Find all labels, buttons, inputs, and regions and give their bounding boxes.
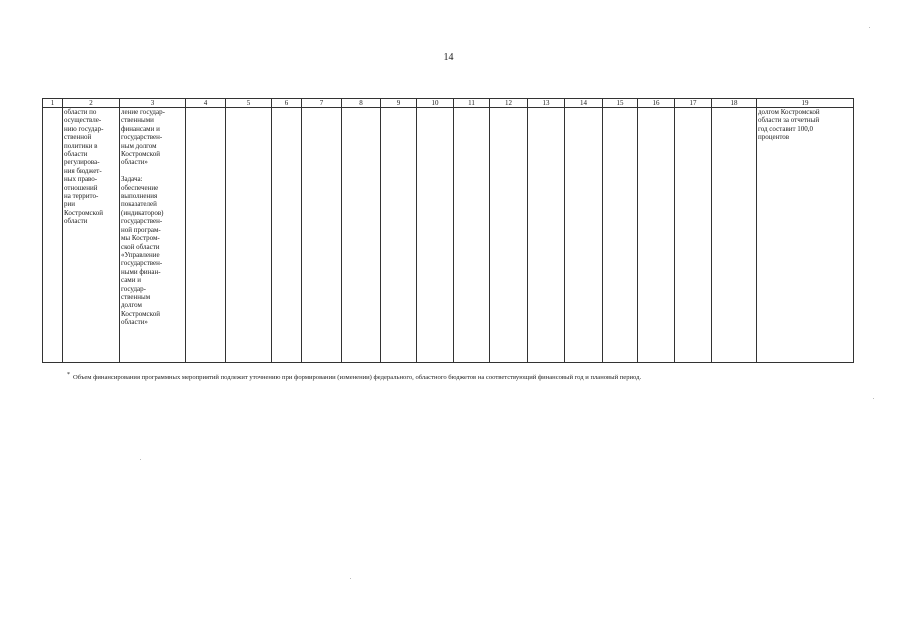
column-header-5: 5 [226, 99, 272, 108]
column-header-3: 3 [120, 99, 186, 108]
cell-col14 [565, 108, 603, 363]
table-header-row [43, 99, 854, 108]
column-header-17: 17 [675, 99, 712, 108]
cell-col7 [302, 108, 342, 363]
column-header-1: 1 [43, 99, 63, 108]
scan-speck [350, 578, 351, 579]
table-row [43, 108, 854, 363]
scan-speck [140, 459, 141, 460]
column-header-12: 12 [490, 99, 528, 108]
footnote-text: Объем финансирования программных мероприятий подлежит уточнению при формировании (изменении) федерального, областного бюджетов на соответствующий финансовый год и плановый период. [73, 374, 642, 381]
cell-col6 [272, 108, 302, 363]
column-header-6: 6 [272, 99, 302, 108]
column-header-4: 4 [186, 99, 226, 108]
cell-col18 [712, 108, 757, 363]
page-number: 14 [443, 52, 454, 63]
program-table [42, 98, 854, 363]
cell-col15 [603, 108, 638, 363]
column-header-9: 9 [381, 99, 417, 108]
cell-col2: области по осуществле- нию государ- ственной политики в области регулирова- ния бюджет- ных право- отношений на террито- рии Костромской области [63, 108, 120, 363]
column-header-16: 16 [638, 99, 675, 108]
cell-col9 [381, 108, 417, 363]
cell-col13 [528, 108, 565, 363]
column-header-7: 7 [302, 99, 342, 108]
scan-speck [873, 398, 874, 399]
cell-col3: ление государ- ственными финансами и государствен- ным долгом Костромской области» Задача: обеспечение выполнения показателей (индикаторов) государствен- ной програм- мы Костром- ской области «Управление государствен- ными финан- сами и государ- ственным долгом Костромской области» [120, 108, 186, 363]
column-header-2: 2 [63, 99, 120, 108]
column-header-18: 18 [712, 99, 757, 108]
cell-col4 [186, 108, 226, 363]
cell-col17 [675, 108, 712, 363]
column-header-15: 15 [603, 99, 638, 108]
cell-col8 [342, 108, 381, 363]
column-header-19: 19 [757, 99, 854, 108]
cell-col19: долгом Костромской области за отчетный год составит 100,0 процентов [757, 108, 854, 363]
cell-col5 [226, 108, 272, 363]
column-header-10: 10 [417, 99, 454, 108]
column-header-8: 8 [342, 99, 381, 108]
footnote-mark: * [67, 372, 70, 378]
footnote [67, 374, 641, 382]
cell-col11 [454, 108, 490, 363]
cell-col10 [417, 108, 454, 363]
cell-col1 [43, 108, 63, 363]
cell-col12 [490, 108, 528, 363]
scan-speck [869, 27, 870, 28]
column-header-13: 13 [528, 99, 565, 108]
cell-col16 [638, 108, 675, 363]
column-header-11: 11 [454, 99, 490, 108]
column-header-14: 14 [565, 99, 603, 108]
